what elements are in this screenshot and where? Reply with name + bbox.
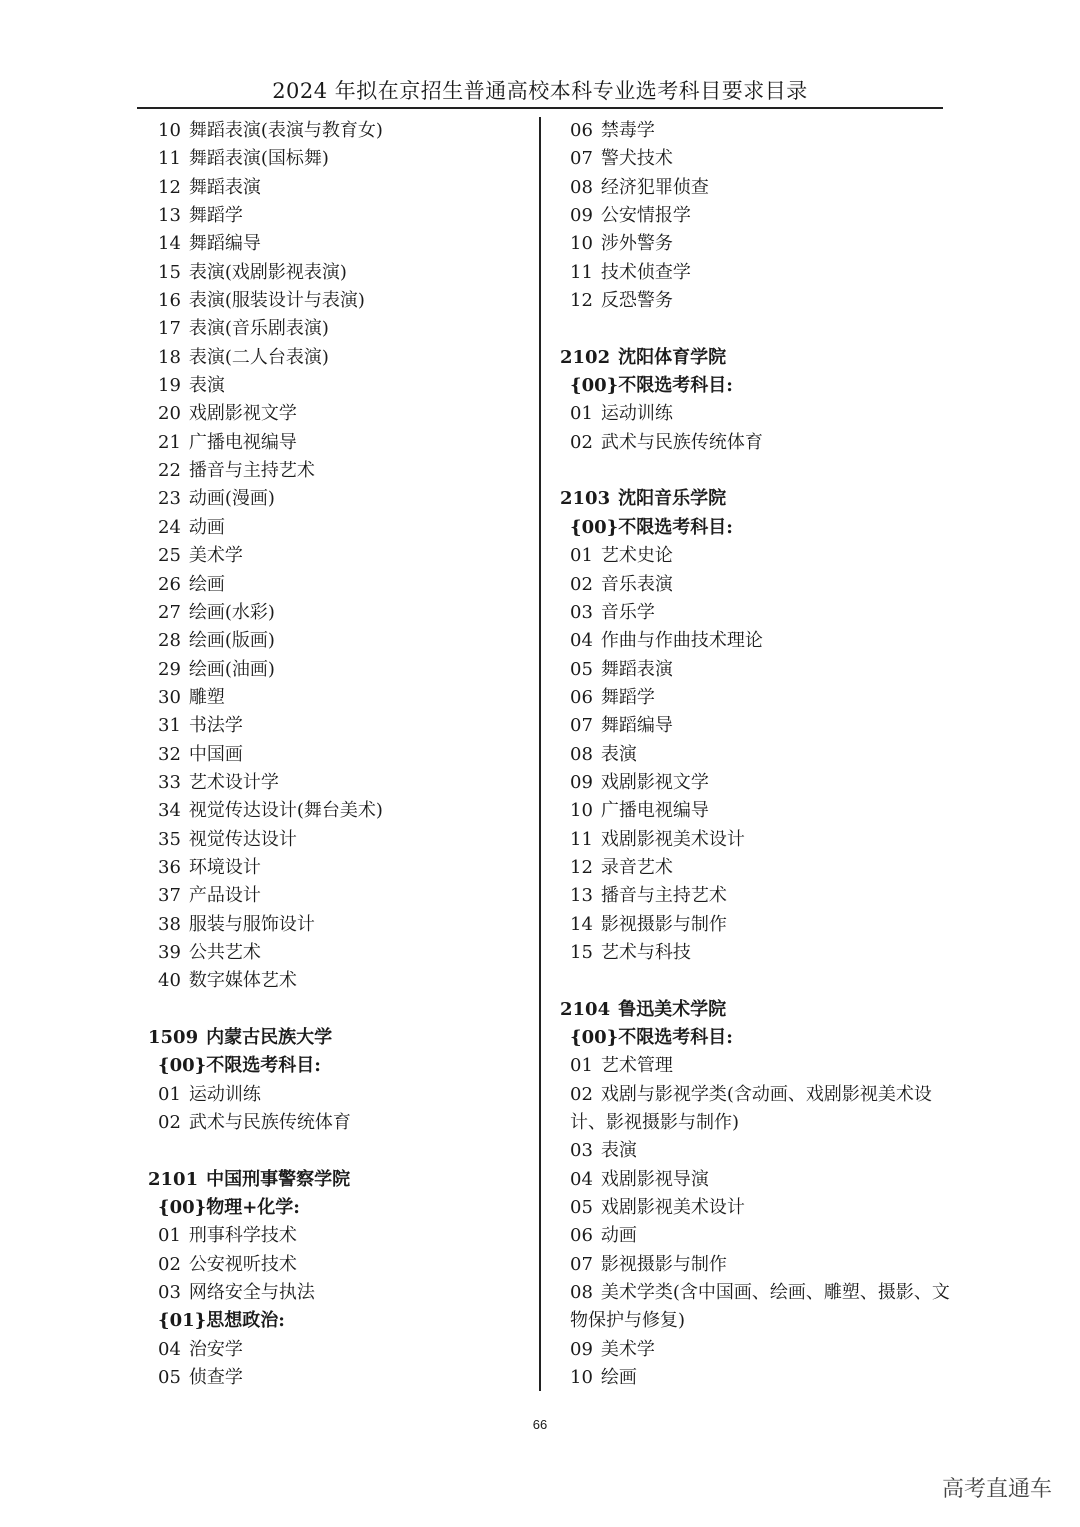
major-name: 视觉传达设计(舞台美术) [188,800,383,822]
major-name: 绘画(水彩) [188,601,275,623]
major-number: 12 [570,856,593,878]
major-number: 12 [158,176,181,198]
major-name: 服装与服饰设计 [188,913,315,935]
major-name: 中国画 [188,743,243,765]
major-name: 禁毒学 [600,120,655,141]
major-name: 产品设计 [188,885,261,907]
major-number: 02 [158,1112,181,1134]
major-name: 公安视听技术 [188,1253,297,1275]
major-name: 技术侦查学 [600,261,691,283]
major-name: 动画(漫画) [188,488,275,510]
major-number: 15 [158,261,181,283]
major-item [148,656,536,684]
major-item [148,202,536,230]
major-name: 动画 [600,1225,637,1247]
major-item [560,542,955,570]
major-number: 03 [570,601,593,623]
major-number: 09 [570,205,593,227]
major-number: 17 [158,318,181,340]
major-item [560,854,955,882]
major-name: 运动训练 [188,1083,261,1105]
major-item [560,230,955,258]
major-name: 戏剧影视文学 [188,403,297,425]
major-item [560,741,955,769]
major-name: 表演 [600,743,637,765]
major-name: 舞蹈编导 [600,715,673,737]
major-list [148,1081,536,1138]
major-name: 绘画(油画) [188,658,275,680]
major-name: 武术与民族传统体育 [600,431,763,453]
institution-heading: 2103 沈阳音乐学院 [560,488,727,510]
major-name: 表演 [600,1140,637,1162]
major-name: 美术学 [600,1338,655,1360]
major-number: 11 [570,828,593,850]
major-list [560,117,955,315]
column-divider [539,117,541,1391]
major-number: 10 [570,1367,593,1389]
major-number: 05 [570,1197,593,1219]
major-name: 表演(服装设计与表演) [188,290,365,312]
institution-heading: 2102 沈阳体育学院 [560,346,727,368]
major-item [148,599,536,627]
major-item [148,571,536,599]
major-number: 32 [158,743,181,765]
major-number: 01 [158,1083,181,1105]
major-number: 13 [158,205,181,227]
major-name: 戏剧影视美术设计 [600,828,745,850]
major-number: 23 [158,488,181,510]
major-number: 07 [570,715,593,737]
major-number: 27 [158,601,181,623]
major-name: 音乐学 [600,601,655,623]
major-list [560,1137,955,1279]
major-name: 涉外警务 [600,233,673,255]
major-number: 02 [158,1253,181,1275]
major-number: 37 [158,885,181,907]
major-item: 08 美术学类(含中国画、绘画、雕塑、摄影、文物保护与修复) [570,1282,950,1332]
major-number: 09 [570,1338,593,1360]
major-item [148,400,536,428]
major-item [148,117,536,145]
major-item [148,967,536,995]
major-item [560,599,955,627]
major-name: 舞蹈表演(表演与教育女) [188,120,383,141]
major-name: 艺术与科技 [600,941,691,963]
major-item [560,1166,955,1194]
major-list [560,400,955,457]
page-title: 2024 年拟在京招生普通高校本科专业选考科目要求目录 [272,79,808,103]
major-item [560,911,955,939]
major-number: 11 [158,148,181,170]
major-item [148,911,536,939]
major-item [148,1251,536,1279]
major-item [148,145,536,173]
major-name: 雕塑 [188,686,225,708]
major-item [148,939,536,967]
major-item [560,627,955,655]
major-name: 音乐表演 [600,573,673,595]
major-name: 戏剧影视美术设计 [600,1197,745,1219]
major-name: 舞蹈学 [600,686,655,708]
major-number: 06 [570,1225,593,1247]
major-number: 15 [570,941,593,963]
major-list [560,1336,955,1393]
spacer [148,996,536,1024]
major-name: 舞蹈表演(国标舞) [188,148,329,170]
major-item [148,1279,536,1307]
major-name: 数字媒体艺术 [188,970,297,992]
major-item [560,826,955,854]
major-number: 04 [158,1338,181,1360]
major-list [148,1222,536,1307]
page-number: 66 [532,1417,548,1432]
major-name: 治安学 [188,1338,243,1360]
major-name: 作曲与作曲技术理论 [600,630,763,652]
major-name: 影视摄影与制作 [600,913,727,935]
major-item [148,1222,536,1250]
major-item [560,712,955,740]
major-number: 04 [570,1168,593,1190]
major-name: 戏剧影视文学 [600,771,709,793]
major-item [148,287,536,315]
major-item [148,1336,536,1364]
major-number: 07 [570,1253,593,1275]
major-number: 14 [158,233,181,255]
major-number: 07 [570,148,593,170]
major-item [560,797,955,825]
major-item [560,400,955,428]
major-name: 表演(音乐剧表演) [188,318,329,340]
major-number: 14 [570,913,593,935]
institution-heading: 2101 中国刑事警察学院 [148,1168,351,1190]
major-name: 舞蹈编导 [188,233,261,255]
major-item [148,769,536,797]
major-name: 动画 [188,516,225,538]
major-number: 01 [158,1225,181,1247]
subject-requirement: {00}物理+化学: [158,1197,300,1219]
major-name: 艺术设计学 [188,771,279,793]
major-item [560,1251,955,1279]
subject-requirement: {01}思想政治: [158,1310,285,1332]
major-item [560,882,955,910]
major-item [560,145,955,173]
major-name: 录音艺术 [600,856,673,878]
major-name: 舞蹈学 [188,205,243,227]
major-name: 刑事科学技术 [188,1225,297,1247]
major-number: 33 [158,771,181,793]
spacer [560,315,955,343]
major-item [148,1364,536,1392]
major-name: 播音与主持艺术 [188,460,315,482]
major-item [560,939,955,967]
major-item [560,174,955,202]
major-number: 02 [570,573,593,595]
spacer [148,1137,536,1165]
major-name: 公共艺术 [188,941,261,963]
major-item [148,1081,536,1109]
major-number: 13 [570,885,593,907]
major-item [148,542,536,570]
major-list [148,1336,536,1393]
major-list [148,117,536,996]
major-number: 34 [158,800,181,822]
major-name: 艺术史论 [600,545,673,567]
institution-heading: 1509 内蒙古民族大学 [148,1027,333,1048]
major-number: 03 [158,1282,181,1304]
major-number: 20 [158,403,181,425]
major-item [560,202,955,230]
major-item [148,259,536,287]
watermark: 高考直通车 [941,1477,1052,1502]
major-item [560,571,955,599]
major-number: 06 [570,686,593,708]
major-name: 警犬技术 [600,148,673,170]
major-number: 39 [158,941,181,963]
major-item [148,684,536,712]
major-number: 10 [570,233,593,255]
major-item [148,372,536,400]
major-number: 05 [570,658,593,680]
major-name: 运动训练 [600,403,673,425]
major-number: 40 [158,970,181,992]
major-name: 视觉传达设计 [188,828,297,850]
subject-requirement: {00}不限选考科目: [570,375,733,397]
major-item [148,627,536,655]
major-item [560,1364,955,1392]
major-item [148,1109,536,1137]
major-name: 武术与民族传统体育 [188,1112,351,1134]
major-item [148,826,536,854]
left-column [148,117,536,1392]
major-item [560,1336,955,1364]
major-item [148,514,536,542]
major-name: 侦查学 [188,1367,243,1389]
major-item [148,854,536,882]
major-name: 舞蹈表演 [600,658,673,680]
major-number: 08 [570,176,593,198]
major-name: 广播电视编导 [600,800,709,822]
major-name: 表演(戏剧影视表演) [188,261,347,283]
major-item [148,344,536,372]
spacer [560,457,955,485]
major-number: 10 [158,120,181,141]
major-number: 25 [158,545,181,567]
major-number: 19 [158,375,181,397]
institution-heading: 2104 鲁迅美术学院 [560,998,727,1020]
major-name: 绘画(版画) [188,630,275,652]
spacer [560,967,955,995]
major-name: 戏剧影视导演 [600,1168,709,1190]
major-number: 12 [570,290,593,312]
major-number: 16 [158,290,181,312]
major-item: 01 艺术管理 [570,1055,673,1077]
major-item [148,882,536,910]
major-number: 05 [158,1367,181,1389]
right-column [560,117,955,1392]
major-number: 04 [570,630,593,652]
major-name: 表演(二人台表演) [188,346,329,368]
major-name: 影视摄影与制作 [600,1253,727,1275]
major-number: 02 [570,431,593,453]
major-item [560,769,955,797]
major-number: 36 [158,856,181,878]
major-item: 02 戏剧与影视学类(含动画、戏剧影视美术设计、影视摄影与制作) [570,1083,932,1134]
major-item [560,287,955,315]
major-number: 01 [570,545,593,567]
major-name: 网络安全与执法 [188,1282,315,1304]
major-number: 35 [158,828,181,850]
major-name: 绘画 [600,1367,637,1389]
major-item [560,117,955,145]
major-item [560,656,955,684]
subject-requirement: {00}不限选考科目: [158,1055,321,1077]
major-number: 06 [570,120,593,141]
major-item [560,1222,955,1250]
major-number: 38 [158,913,181,935]
major-number: 01 [570,403,593,425]
major-number: 10 [570,800,593,822]
subject-requirement: {00}不限选考科目: [570,516,733,538]
major-item [148,485,536,513]
major-number: 22 [158,460,181,482]
major-name: 绘画 [188,573,225,595]
major-name: 反恐警务 [600,290,673,312]
major-item [148,429,536,457]
major-number: 21 [158,431,181,453]
major-item [148,797,536,825]
major-number: 28 [158,630,181,652]
major-name: 美术学 [188,545,243,567]
major-number: 08 [570,743,593,765]
major-number: 26 [158,573,181,595]
major-number: 31 [158,715,181,737]
major-item [560,259,955,287]
major-item [560,429,955,457]
major-name: 播音与主持艺术 [600,885,727,907]
major-item [560,1137,955,1165]
major-name: 表演 [188,375,225,397]
major-item [148,174,536,202]
major-number: 30 [158,686,181,708]
major-item [560,684,955,712]
title-rule [137,107,943,109]
major-number: 24 [158,516,181,538]
major-item [148,457,536,485]
major-item [148,315,536,343]
major-number: 18 [158,346,181,368]
major-number: 29 [158,658,181,680]
major-name: 经济犯罪侦查 [600,176,709,198]
major-number: 03 [570,1140,593,1162]
major-name: 书法学 [188,715,243,737]
major-number: 11 [570,261,593,283]
major-number: 09 [570,771,593,793]
subject-requirement: {00}不限选考科目: [570,1027,733,1048]
major-list [560,542,955,967]
major-name: 舞蹈表演 [188,176,261,198]
major-name: 公安情报学 [600,205,691,227]
major-name: 环境设计 [188,856,261,878]
major-item [560,1194,955,1222]
major-name: 广播电视编导 [188,431,297,453]
major-item [148,741,536,769]
major-item [148,230,536,258]
major-item [148,712,536,740]
